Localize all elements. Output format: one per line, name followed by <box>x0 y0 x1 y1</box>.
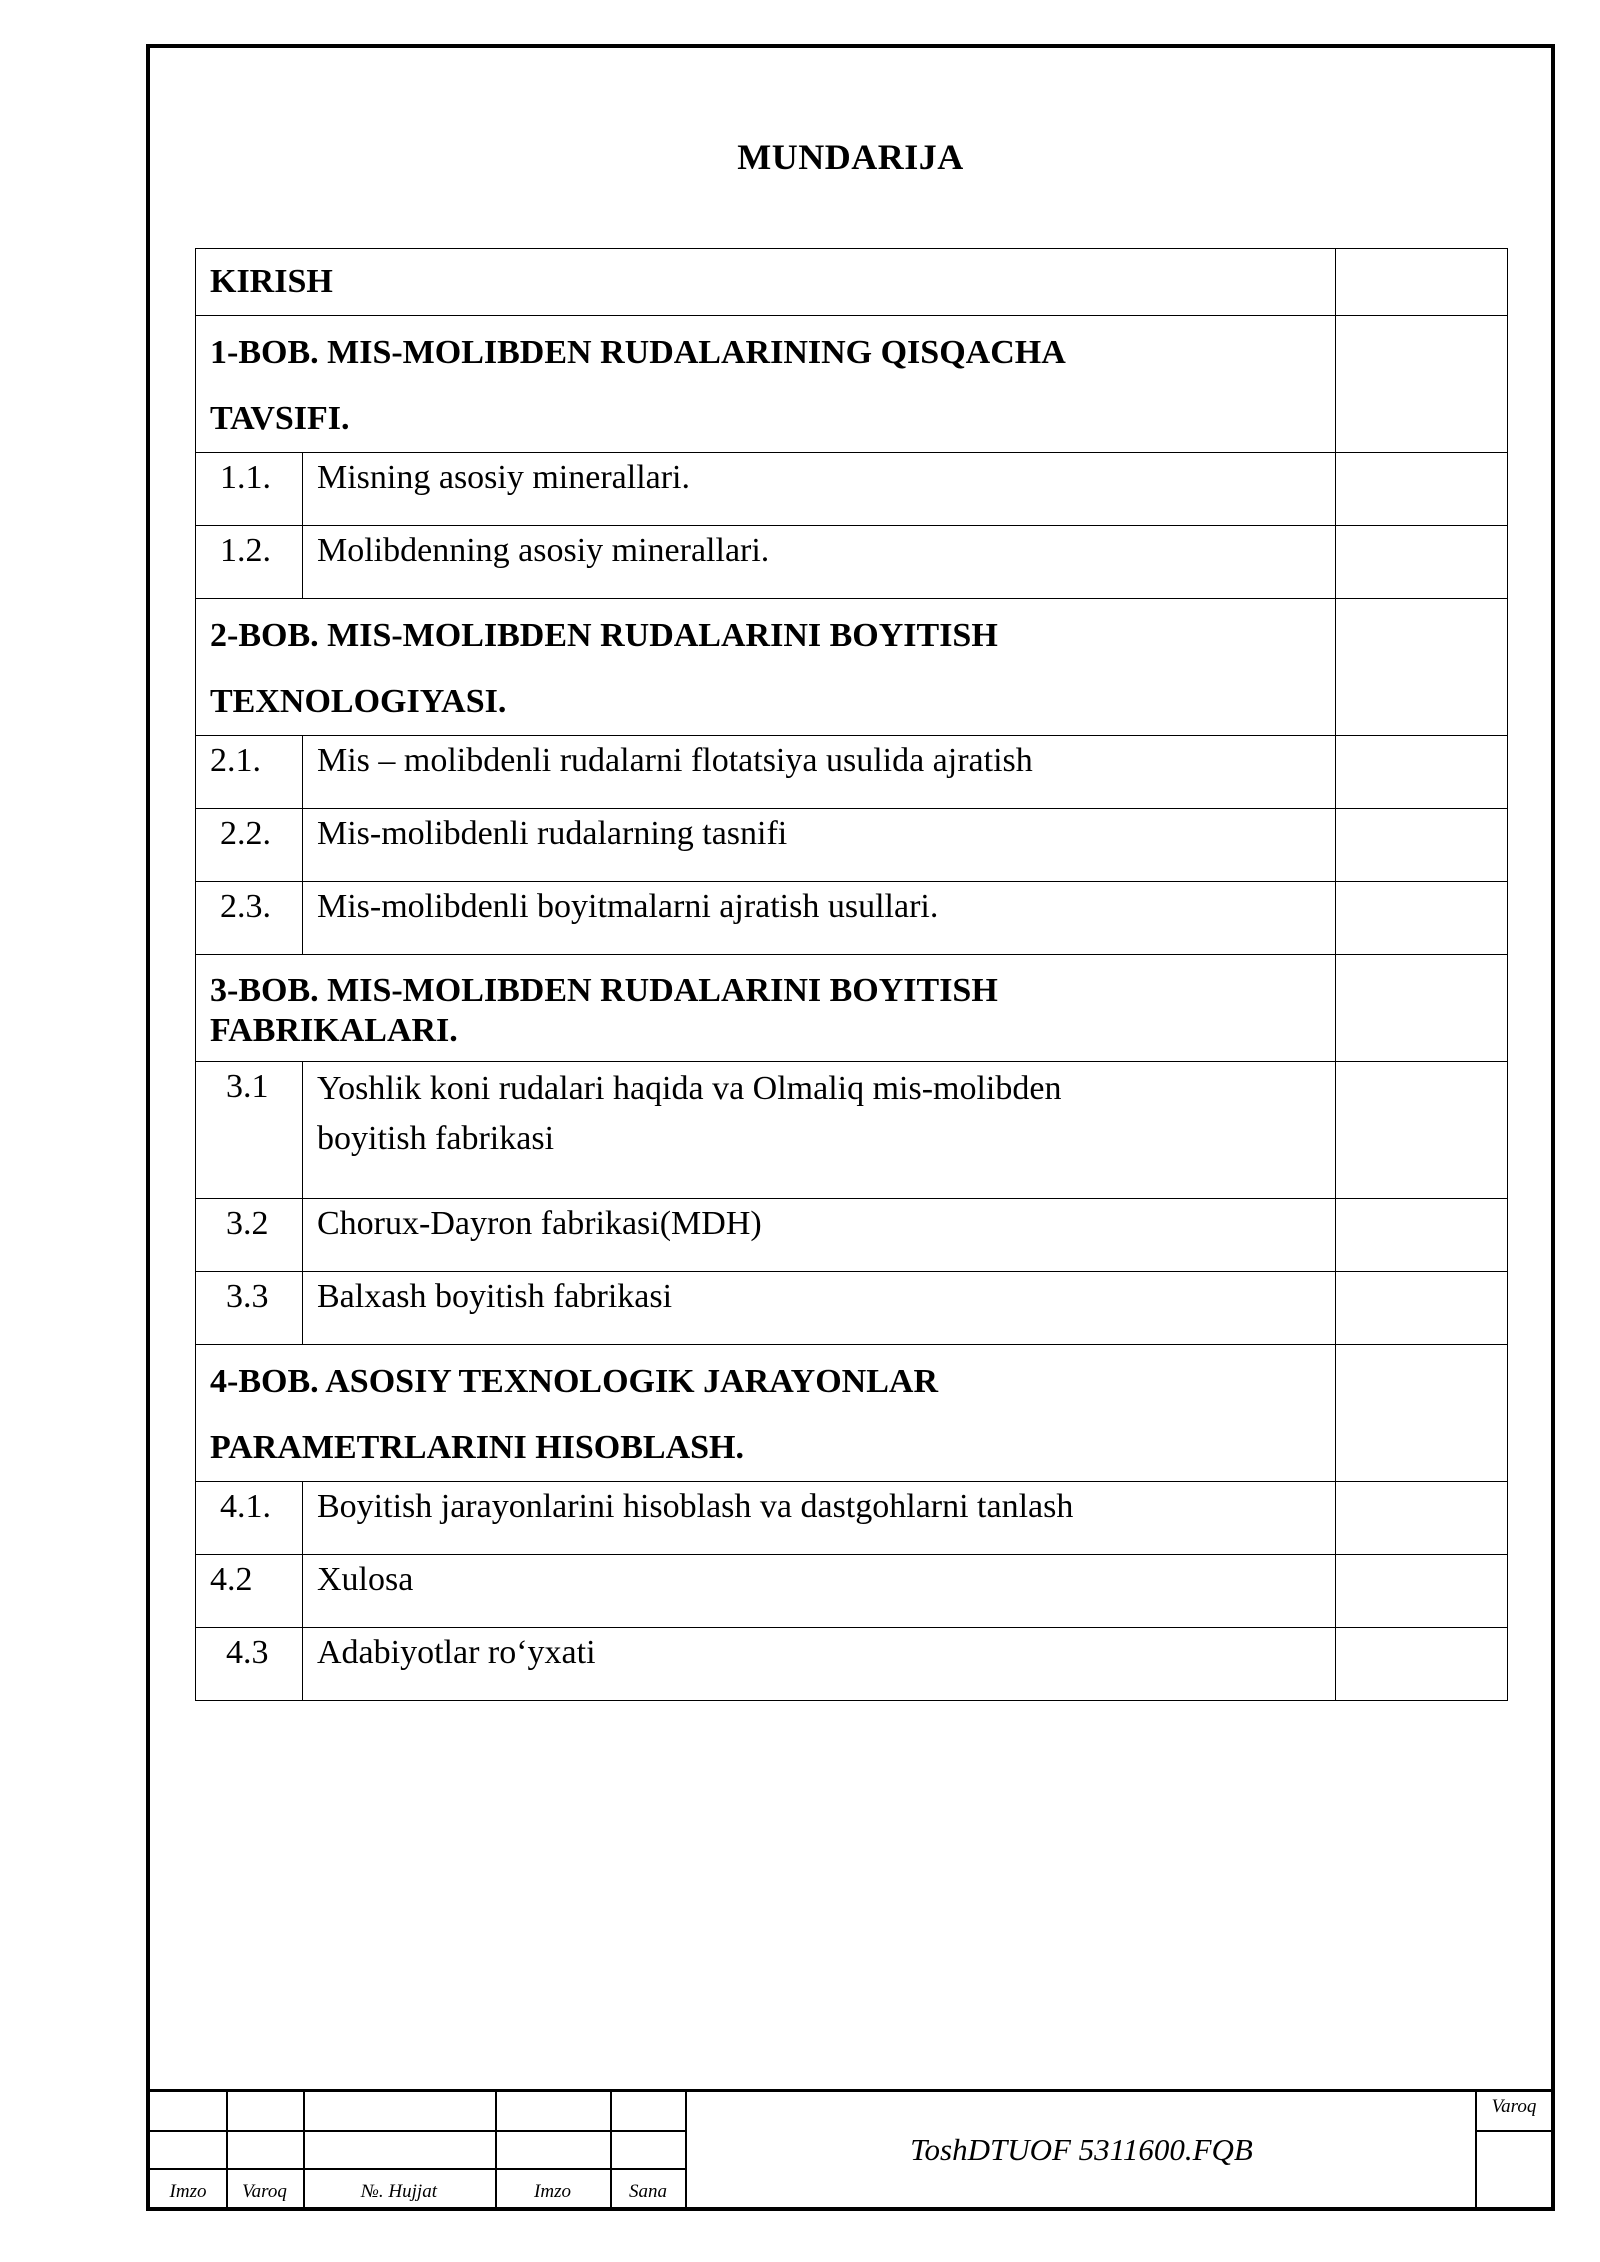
toc-row-1-2 <box>196 526 1508 599</box>
page-number-cell <box>1336 1555 1508 1628</box>
section-title-line1: Yoshlik koni rudalari haqida va Olmaliq mis-molibden <box>317 1070 1062 1107</box>
document-code: ToshDTUOF 5311600.FQB <box>910 2131 1253 2167</box>
title-block-stamp <box>150 2089 1551 2207</box>
chapter-title-line1: 2-BOB. MIS-MOLIBDEN RUDALARINI BOYITISH <box>210 617 998 654</box>
stamp-divider <box>1477 2130 1551 2132</box>
page-number-cell <box>1336 249 1508 316</box>
chapter-title-line1: 4-BOB. ASOSIY TEXNOLOGIK JARAYONLAR <box>210 1363 939 1400</box>
stamp-label-sana: Sana <box>629 2181 667 2202</box>
page-number-cell <box>1336 736 1508 809</box>
toc-row-kirish <box>196 249 1508 316</box>
toc-row-3-2 <box>196 1199 1508 1272</box>
toc-row-1-1 <box>196 453 1508 526</box>
page-number-cell <box>1336 599 1508 736</box>
table-of-contents <box>195 248 1508 1701</box>
page-title: MUNDARIJA <box>737 137 964 177</box>
page-number-cell <box>1336 955 1508 1062</box>
stamp-divider <box>150 2168 686 2170</box>
section-title <box>303 1062 1336 1199</box>
page-number-cell <box>1336 882 1508 955</box>
page-number-cell <box>1336 1062 1508 1199</box>
toc-row-chapter-2 <box>196 599 1508 736</box>
section-title: Xulosa <box>303 1555 1336 1628</box>
page-number-cell <box>1336 1272 1508 1345</box>
page-number-cell <box>1336 453 1508 526</box>
page-number-cell <box>1336 1628 1508 1701</box>
stamp-divider <box>150 2130 686 2132</box>
section-number: 4.2 <box>196 1555 303 1628</box>
section-title-line2: boyitish fabrikasi <box>317 1120 555 1157</box>
toc-row-3-3 <box>196 1272 1508 1345</box>
page-number-cell <box>1336 316 1508 453</box>
section-number: 3.1 <box>196 1062 303 1199</box>
chapter-title <box>196 599 1336 736</box>
section-title: Mis – molibdenli rudalarni flotatsiya usulida ajratish <box>303 736 1336 809</box>
section-number: 3.2 <box>196 1199 303 1272</box>
chapter-title <box>196 316 1336 453</box>
sheet-number-label: Varoq <box>1491 2096 1537 2117</box>
page-number-cell <box>1336 1482 1508 1555</box>
section-number: 2.3. <box>196 882 303 955</box>
section-title: Mis-molibdenli boyitmalarni ajratish usullari. <box>303 882 1336 955</box>
stamp-grid <box>150 2092 686 2207</box>
page-number-cell <box>1336 1199 1508 1272</box>
section-title: KIRISH <box>196 249 1336 316</box>
toc-row-2-1 <box>196 736 1508 809</box>
section-title: Chorux-Dayron fabrikasi(MDH) <box>303 1199 1336 1272</box>
chapter-title-line2: PARAMETRLARINI HISOBLASH. <box>210 1429 745 1466</box>
chapter-title <box>196 955 1336 1062</box>
chapter-title <box>196 1345 1336 1482</box>
page-number-cell <box>1336 809 1508 882</box>
toc-row-2-2 <box>196 809 1508 882</box>
section-title: Boyitish jarayonlarini hisoblash va dastgohlarni tanlash <box>303 1482 1336 1555</box>
section-number: 1.1. <box>196 453 303 526</box>
section-number: 1.2. <box>196 526 303 599</box>
page-number-cell <box>1336 1345 1508 1482</box>
section-title: Balxash boyitish fabrikasi <box>303 1272 1336 1345</box>
sheet-number-box <box>1475 2092 1551 2207</box>
section-number: 2.2. <box>196 809 303 882</box>
toc-row-4-1 <box>196 1482 1508 1555</box>
page-number-cell <box>1336 526 1508 599</box>
page-frame <box>146 44 1555 2211</box>
stamp-label-varoq: Varoq <box>242 2181 287 2202</box>
stamp-label-hujjat: №. Hujjat <box>361 2181 437 2202</box>
chapter-title-line2: TEXNOLOGIYASI. <box>210 683 507 720</box>
section-title: Mis-molibdenli rudalarning tasnifi <box>303 809 1336 882</box>
section-number: 4.1. <box>196 1482 303 1555</box>
chapter-title-line1: 3-BOB. MIS-MOLIBDEN RUDALARINI BOYITISH <box>210 972 998 1009</box>
toc-row-4-2 <box>196 1555 1508 1628</box>
toc-row-3-1 <box>196 1062 1508 1199</box>
stamp-label-imzo-2: Imzo <box>534 2181 571 2202</box>
section-title: Molibdenning asosiy minerallari. <box>303 526 1336 599</box>
section-number: 2.1. <box>196 736 303 809</box>
chapter-title-line2: FABRIKALARI. <box>210 1012 458 1049</box>
section-title: Misning asosiy minerallari. <box>303 453 1336 526</box>
chapter-title-line1: 1-BOB. MIS-MOLIBDEN RUDALARINING QISQACHA <box>210 334 1066 371</box>
toc-row-chapter-3 <box>196 955 1508 1062</box>
section-number: 3.3 <box>196 1272 303 1345</box>
toc-row-2-3 <box>196 882 1508 955</box>
chapter-title-line2: TAVSIFI. <box>210 400 350 437</box>
toc-row-chapter-1 <box>196 316 1508 453</box>
stamp-label-imzo: Imzo <box>169 2181 207 2202</box>
toc-row-chapter-4 <box>196 1345 1508 1482</box>
toc-row-4-3 <box>196 1628 1508 1701</box>
section-title: Adabiyotlar ro‘yxati <box>303 1628 1336 1701</box>
section-number: 4.3 <box>196 1628 303 1701</box>
